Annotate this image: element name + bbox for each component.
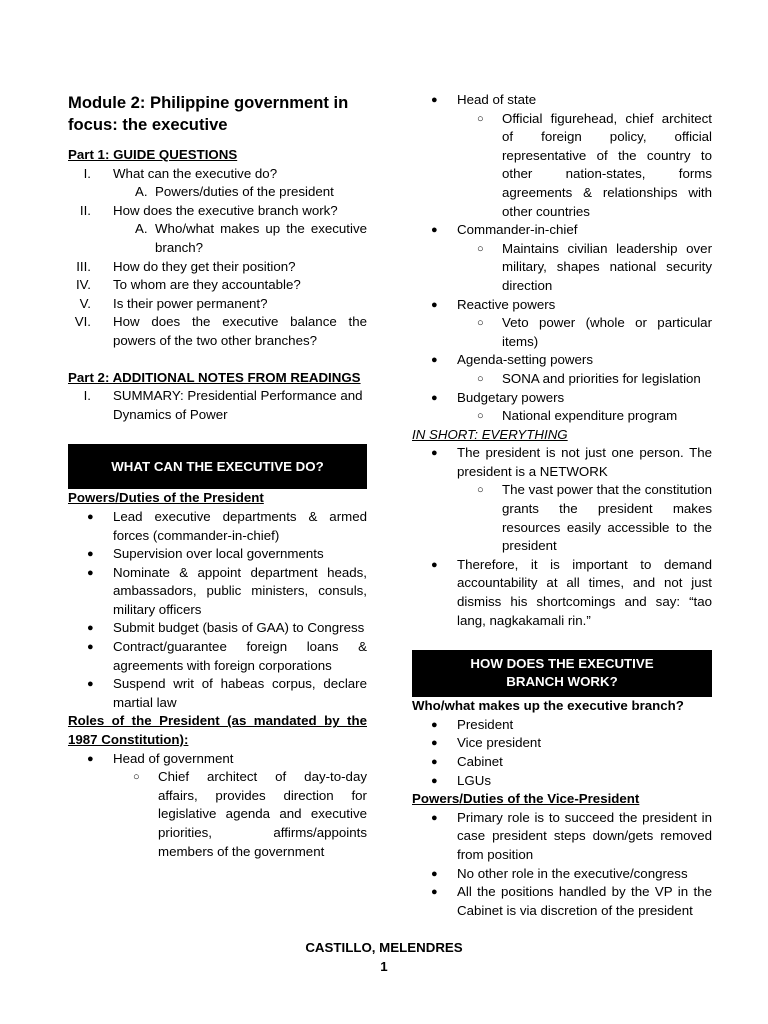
list-item: ● Vice president: [412, 734, 712, 753]
powers-heading: Powers/Duties of the President: [68, 490, 264, 506]
list-item: ● Lead executive departments & armed forces (commander-in-chief): [68, 508, 367, 545]
list-item: ● Contract/guarantee foreign loans & agreements with foreign corporations: [68, 638, 367, 675]
list-item: ● Commander-in-chief: [412, 221, 712, 240]
vp-duties-list: [412, 809, 712, 921]
part1-heading: Part 1: GUIDE QUESTIONS: [68, 147, 238, 162]
vp-heading: Powers/Duties of the Vice-President: [412, 791, 640, 807]
guide-question-item: III. How do they get their position?: [76, 258, 296, 274]
left-column: [68, 92, 367, 861]
sub-list-item: ○ Chief architect of day-to-day affairs, provides direction for legislative agenda and executive priorities, affirms/appoints members of the government: [68, 768, 367, 861]
list-item: ● Cabinet: [412, 753, 712, 772]
guide-question-item: I. What can the executive do?: [83, 165, 278, 181]
banner-line: BRANCH WORK?: [506, 674, 618, 690]
guide-questions: [68, 165, 367, 351]
page-number: 1: [380, 959, 388, 974]
roles-list-continued: [412, 91, 712, 426]
list-item: ● Budgetary powers: [412, 389, 712, 408]
list-item: ● Nominate & appoint department heads, ambassadors, public ministers, consuls, military officers: [68, 564, 367, 620]
sub-list-item: ○ Veto power (whole or particular items): [412, 314, 712, 351]
list-item: ● All the positions handled by the VP in the Cabinet is via discretion of the president: [412, 883, 712, 920]
guide-question-item: II. How does the executive branch work?: [79, 202, 338, 218]
sub-list-item: ○ Official figurehead, chief architect of foreign policy, official representative of the country to other nation-states, forms agreements & relationships with other countries: [412, 110, 712, 222]
who-heading: Who/what makes up the executive branch?: [412, 698, 684, 714]
part2-summary-item: I. SUMMARY: Presidential Performance and Dynamics of Power: [83, 388, 363, 422]
list-item: ● Suspend writ of habeas corpus, declare martial law: [68, 675, 367, 712]
guide-question-item: V. Is their power permanent?: [79, 295, 268, 311]
guide-question-item: VI. How does the executive balance the powers of the two other branches?: [74, 314, 367, 348]
list-item: ● President: [412, 716, 712, 735]
sub-list-item: ○ The vast power that the constitution grants the president makes resources easily accessible to the president: [412, 481, 712, 555]
list-item: ● The president is not just one person. The president is a NETWORK: [412, 444, 712, 481]
list-item: ● Reactive powers: [412, 296, 712, 315]
list-item: ● Therefore, it is important to demand accountability at all times, and not just dismiss his shortcomings and say: “tao lang, nagkakamali rin.”: [412, 556, 712, 630]
members-list: [412, 716, 712, 790]
list-item: ● Supervision over local governments: [68, 545, 367, 564]
part2-heading: Part 2: ADDITIONAL NOTES FROM READINGS: [68, 369, 361, 385]
powers-list: [68, 508, 367, 713]
guide-question-item: IV. To whom are they accountable?: [75, 277, 301, 293]
list-item: ● Agenda-setting powers: [412, 351, 712, 370]
section-banner-how-executive-works: [412, 650, 712, 697]
list-item: ● Head of government: [68, 750, 367, 769]
page-title: Module 2: Philippine government in focus: the executive: [68, 93, 349, 134]
guide-question-subitem: A. Who/what makes up the executive branch?: [135, 221, 367, 255]
right-column: [412, 91, 712, 920]
list-item: ● No other role in the executive/congress: [412, 865, 712, 884]
roles-heading: Roles of the President (as mandated by the 1987 Constitution):: [68, 713, 367, 748]
list-item: ● Submit budget (basis of GAA) to Congress: [68, 619, 367, 638]
list-item: ● Head of state: [412, 91, 712, 110]
list-item: ● Primary role is to succeed the president in case president steps down/gets removed from position: [412, 809, 712, 865]
sub-list-item: ○ National expenditure program: [412, 407, 712, 426]
guide-question-subitem: A. Powers/duties of the president: [135, 184, 334, 200]
in-short-heading: IN SHORT: EVERYTHING: [412, 426, 568, 442]
footer-authors: CASTILLO, MELENDRES: [305, 940, 463, 955]
banner-line: HOW DOES THE EXECUTIVE: [470, 656, 654, 672]
list-item: ● LGUs: [412, 772, 712, 791]
sub-list-item: ○ SONA and priorities for legislation: [412, 370, 712, 389]
section-banner-what-can-executive-do: WHAT CAN THE EXECUTIVE DO?: [68, 444, 367, 489]
sub-list-item: ○ Maintains civilian leadership over military, shapes national security direction: [412, 240, 712, 296]
